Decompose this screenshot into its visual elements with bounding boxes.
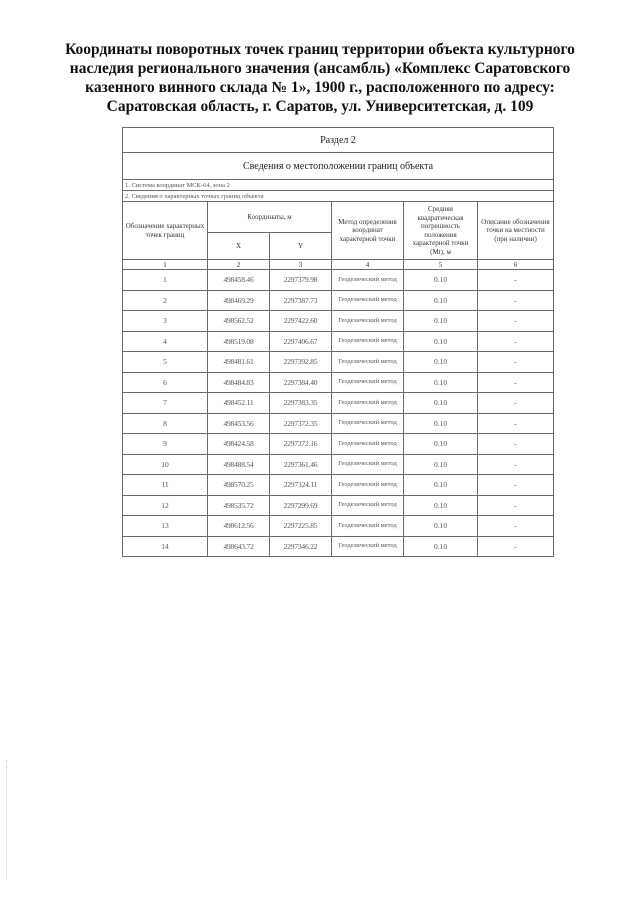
- cell-description: -: [478, 372, 554, 393]
- cell-method: Геодезический метод: [332, 393, 404, 414]
- cell-description: -: [478, 311, 554, 332]
- column-number: 5: [404, 260, 478, 270]
- column-number: 1: [123, 260, 208, 270]
- cell-method: Геодезический метод: [332, 413, 404, 434]
- table-row: [123, 475, 554, 496]
- header-method: Метод определения координат характерной точки: [332, 202, 404, 260]
- table-row: [123, 536, 554, 557]
- header-accuracy: Средняя квадратическая погрешность положения характерной точки (Mt), м: [404, 202, 478, 260]
- table-row: [123, 516, 554, 537]
- cell-point: 5: [123, 352, 208, 373]
- coordinate-system-info: 1. Система координат МСК-64, зона 2: [123, 180, 554, 191]
- cell-description: -: [478, 536, 554, 557]
- cell-y: 2297324.11: [270, 475, 332, 496]
- cell-y: 2297387.73: [270, 290, 332, 311]
- cell-y: 2297372.35: [270, 413, 332, 434]
- cell-point: 3: [123, 311, 208, 332]
- column-number: 2: [208, 260, 270, 270]
- table-row: [123, 270, 554, 291]
- cell-accuracy: 0.10: [404, 413, 478, 434]
- cell-method: Геодезический метод: [332, 331, 404, 352]
- cell-x: 498481.61: [208, 352, 270, 373]
- cell-method: Геодезический метод: [332, 454, 404, 475]
- header-y: Y: [270, 233, 332, 260]
- cell-method: Геодезический метод: [332, 290, 404, 311]
- cell-y: 2297384.40: [270, 372, 332, 393]
- header-coordinates: Координаты, м: [208, 202, 332, 233]
- cell-method: Геодезический метод: [332, 434, 404, 455]
- cell-point: 4: [123, 331, 208, 352]
- cell-x: 498519.08: [208, 331, 270, 352]
- header-point: Обозначение характерных точек границ: [123, 202, 208, 260]
- cell-method: Геодезический метод: [332, 270, 404, 291]
- section-title: Раздел 2: [123, 128, 554, 153]
- column-number: 4: [332, 260, 404, 270]
- cell-point: 2: [123, 290, 208, 311]
- column-number: 3: [270, 260, 332, 270]
- header-description: Описание обозначения точки на местности (при наличии): [478, 202, 554, 260]
- page-title: [40, 40, 600, 116]
- cell-x: 498535.72: [208, 495, 270, 516]
- table-row: [123, 393, 554, 414]
- cell-description: -: [478, 290, 554, 311]
- table-row: [123, 434, 554, 455]
- cell-x: 498562.52: [208, 311, 270, 332]
- cell-accuracy: 0.10: [404, 331, 478, 352]
- table-row: [123, 311, 554, 332]
- cell-accuracy: 0.10: [404, 352, 478, 373]
- cell-method: Геодезический метод: [332, 495, 404, 516]
- cell-y: 2297372.16: [270, 434, 332, 455]
- cell-accuracy: 0.10: [404, 536, 478, 557]
- title-line-2: наследия регионального значения (ансамбль) «Комплекс Саратовского: [69, 60, 571, 77]
- cell-y: 2297225.85: [270, 516, 332, 537]
- cell-accuracy: 0.10: [404, 495, 478, 516]
- cell-method: Геодезический метод: [332, 352, 404, 373]
- cell-method: Геодезический метод: [332, 372, 404, 393]
- cell-y: 2297383.35: [270, 393, 332, 414]
- cell-method: Геодезический метод: [332, 311, 404, 332]
- cell-x: 498458.46: [208, 270, 270, 291]
- cell-y: 2297422.60: [270, 311, 332, 332]
- table-row: [123, 290, 554, 311]
- cell-description: -: [478, 495, 554, 516]
- cell-point: 11: [123, 475, 208, 496]
- table-row: [123, 413, 554, 434]
- table-body: [123, 270, 554, 557]
- cell-y: 2297346.22: [270, 536, 332, 557]
- title-line-3: казенного винного склада № 1», 1900 г., расположенного по адресу:: [85, 79, 555, 96]
- cell-x: 498424.58: [208, 434, 270, 455]
- cell-point: 1: [123, 270, 208, 291]
- cell-accuracy: 0.10: [404, 372, 478, 393]
- cell-description: -: [478, 413, 554, 434]
- table-row: [123, 352, 554, 373]
- cell-description: -: [478, 331, 554, 352]
- cell-description: -: [478, 352, 554, 373]
- cell-accuracy: 0.10: [404, 290, 478, 311]
- cell-point: 8: [123, 413, 208, 434]
- title-line-4: Саратовская область, г. Саратов, ул. Университетская, д. 109: [106, 98, 534, 115]
- cell-accuracy: 0.10: [404, 270, 478, 291]
- table-row: [123, 454, 554, 475]
- points-info: 2. Сведения о характерных точках границ объекта: [123, 191, 554, 202]
- cell-x: 498570.25: [208, 475, 270, 496]
- cell-y: 2297379.98: [270, 270, 332, 291]
- cell-description: -: [478, 434, 554, 455]
- cell-x: 498452.11: [208, 393, 270, 414]
- cell-method: Геодезический метод: [332, 475, 404, 496]
- column-number: 6: [478, 260, 554, 270]
- cell-y: 2297406.67: [270, 331, 332, 352]
- table-row: [123, 331, 554, 352]
- cell-x: 498612.56: [208, 516, 270, 537]
- header-x: X: [208, 233, 270, 260]
- cell-method: Геодезический метод: [332, 536, 404, 557]
- cell-y: 2297299.69: [270, 495, 332, 516]
- cell-point: 9: [123, 434, 208, 455]
- cell-point: 14: [123, 536, 208, 557]
- cell-description: -: [478, 270, 554, 291]
- cell-y: 2297361.46: [270, 454, 332, 475]
- cell-x: 498453.56: [208, 413, 270, 434]
- cell-accuracy: 0.10: [404, 311, 478, 332]
- scan-margin-marks: [6, 760, 9, 880]
- title-line-1: Координаты поворотных точек границ территории объекта культурного: [65, 41, 575, 58]
- cell-description: -: [478, 516, 554, 537]
- cell-point: 6: [123, 372, 208, 393]
- cell-x: 498643.72: [208, 536, 270, 557]
- cell-accuracy: 0.10: [404, 434, 478, 455]
- cell-accuracy: 0.10: [404, 454, 478, 475]
- coordinates-table: [122, 127, 554, 557]
- cell-accuracy: 0.10: [404, 516, 478, 537]
- cell-accuracy: 0.10: [404, 393, 478, 414]
- cell-x: 498488.54: [208, 454, 270, 475]
- cell-x: 498484.83: [208, 372, 270, 393]
- cell-description: -: [478, 475, 554, 496]
- cell-point: 7: [123, 393, 208, 414]
- cell-point: 10: [123, 454, 208, 475]
- cell-point: 12: [123, 495, 208, 516]
- cell-accuracy: 0.10: [404, 475, 478, 496]
- section-subtitle: Сведения о местоположении границ объекта: [123, 153, 554, 180]
- cell-point: 13: [123, 516, 208, 537]
- table-row: [123, 372, 554, 393]
- cell-description: -: [478, 454, 554, 475]
- cell-x: 498469.29: [208, 290, 270, 311]
- cell-method: Геодезический метод: [332, 516, 404, 537]
- cell-y: 2297392.85: [270, 352, 332, 373]
- table-row: [123, 495, 554, 516]
- cell-description: -: [478, 393, 554, 414]
